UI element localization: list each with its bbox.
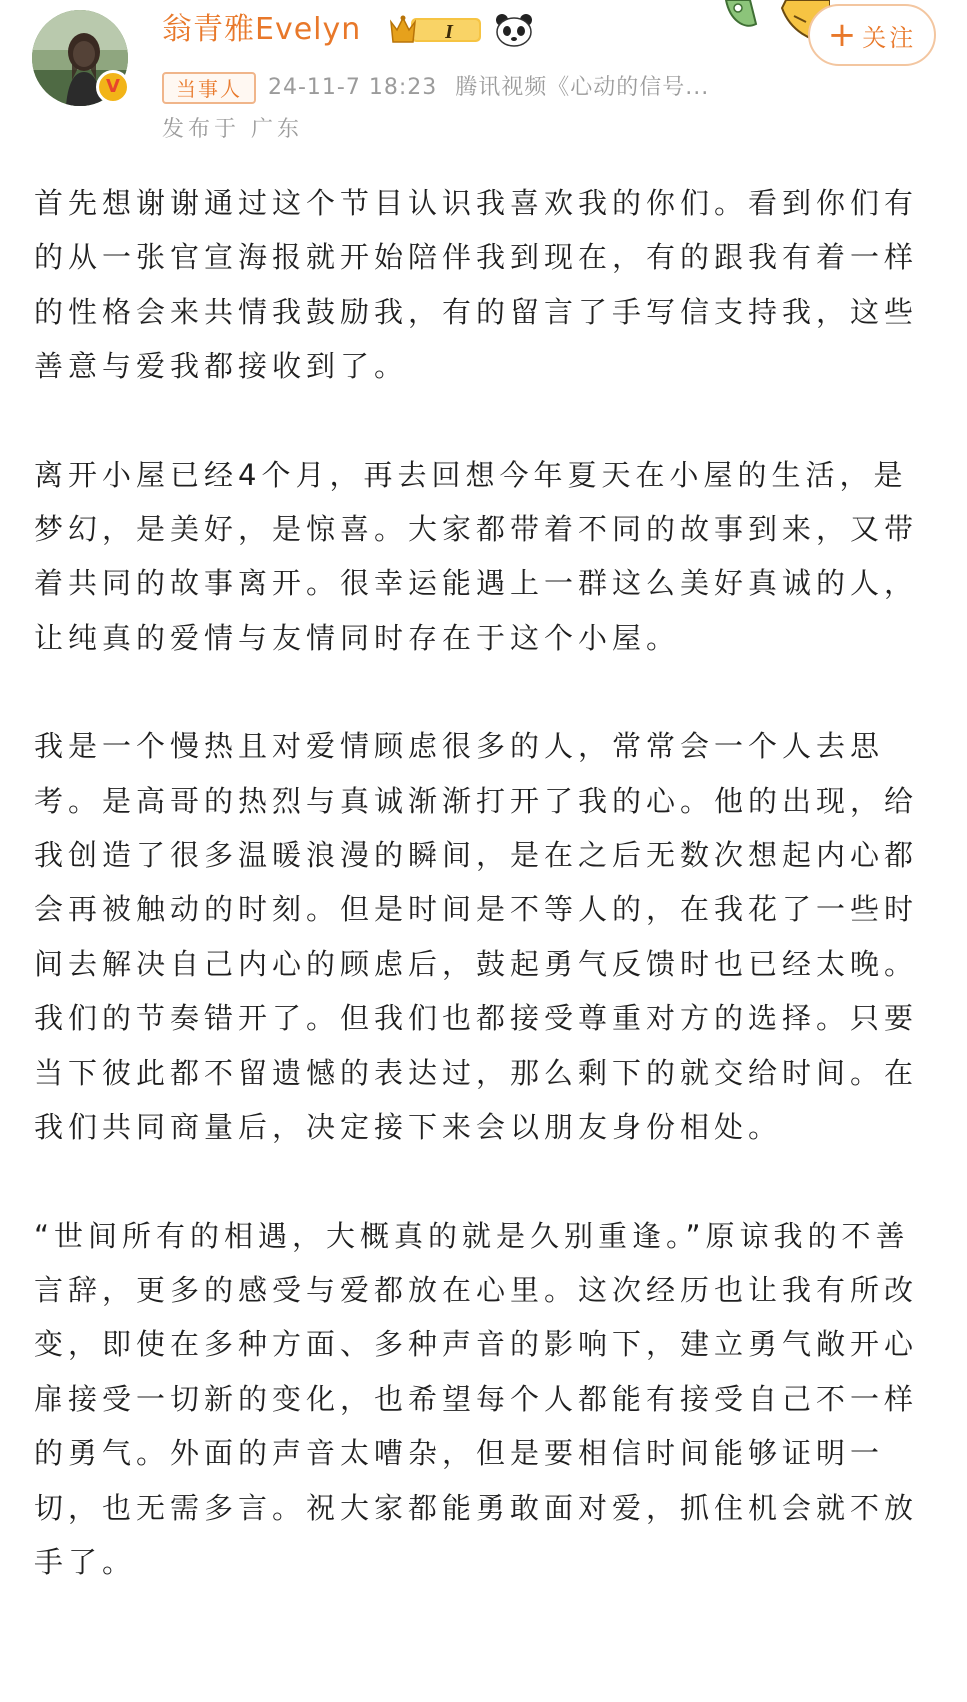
verified-badge-icon [96,70,130,104]
location: 发布于 广东 [162,117,303,142]
username[interactable]: 翁青雅Evelyn [162,12,362,47]
verified-label: V [106,76,120,97]
level-label: I [445,21,453,43]
paragraph-4: “世间所有的相遇，大概真的就是久别重逢。”原谅我的不善言辞，更多的感受与爱都放在心里。这次经历也让我有所改变，即使在多种方面、多种声音的影响下，建立勇气敞开心扉接受一切新的变化，也希望每个人都能有接受自己不一样的勇气。外面的声音太嘈杂，但是要相信时间能够证明一切，也无需多言。祝大家都能勇敢面对爱，抓住机会就不放手了。 [34,1218,919,1579]
paragraph-1: 首先想谢谢通过这个节目认识我喜欢我的你们。看到你们有的从一张官宣海报就开始陪伴我到现在，有的跟我有着一样的性格会来共情我鼓励我，有的留言了手写信支持我，这些善意与爱我都接收到了。 [34,186,919,384]
timestamp: 24-11-7 18:23 [268,75,438,100]
paragraph-2: 离开小屋已经4个月，再去回想今年夏天在小屋的生活，是梦幻，是美好，是惊喜。大家都带着不同的故事到来，又带着共同的故事离开。很幸运能遇上一群这么美好真诚的人，让纯真的爱情与友情同时存在于这个小屋。 [34,457,919,655]
level-badge-icon [389,12,485,48]
paragraph-3: 我是一个慢热且对爱情顾虑很多的人，常常会一个人去思考。是高哥的热烈与真诚渐渐打开了我的心。他的出现，给我创造了很多温暖浪漫的瞬间，是在之后无数次想起内心都会再被触动的时刻。但是时间是不等人的，在我花了一些时间去解决自己内心的顾虑后，鼓起勇气反馈时也已经太晚。我们的节奏错开了。但我们也都接受尊重对方的选择。只要当下彼此都不留遗憾的表达过，那么剩下的就交给时间。在我们共同商量后，决定接下来会以朋友身份相处。 [34,729,919,1145]
follow-label: 关注 [862,23,917,52]
plus-icon: + [827,15,857,55]
post-meta [268,72,768,104]
post-body [34,176,934,1643]
follow-button[interactable] [808,4,936,66]
post-header [0,0,967,150]
source-link[interactable]: 腾讯视频《心动的信号... [455,75,710,100]
panda-icon [494,12,534,48]
role-tag: 当事人 [162,72,256,104]
